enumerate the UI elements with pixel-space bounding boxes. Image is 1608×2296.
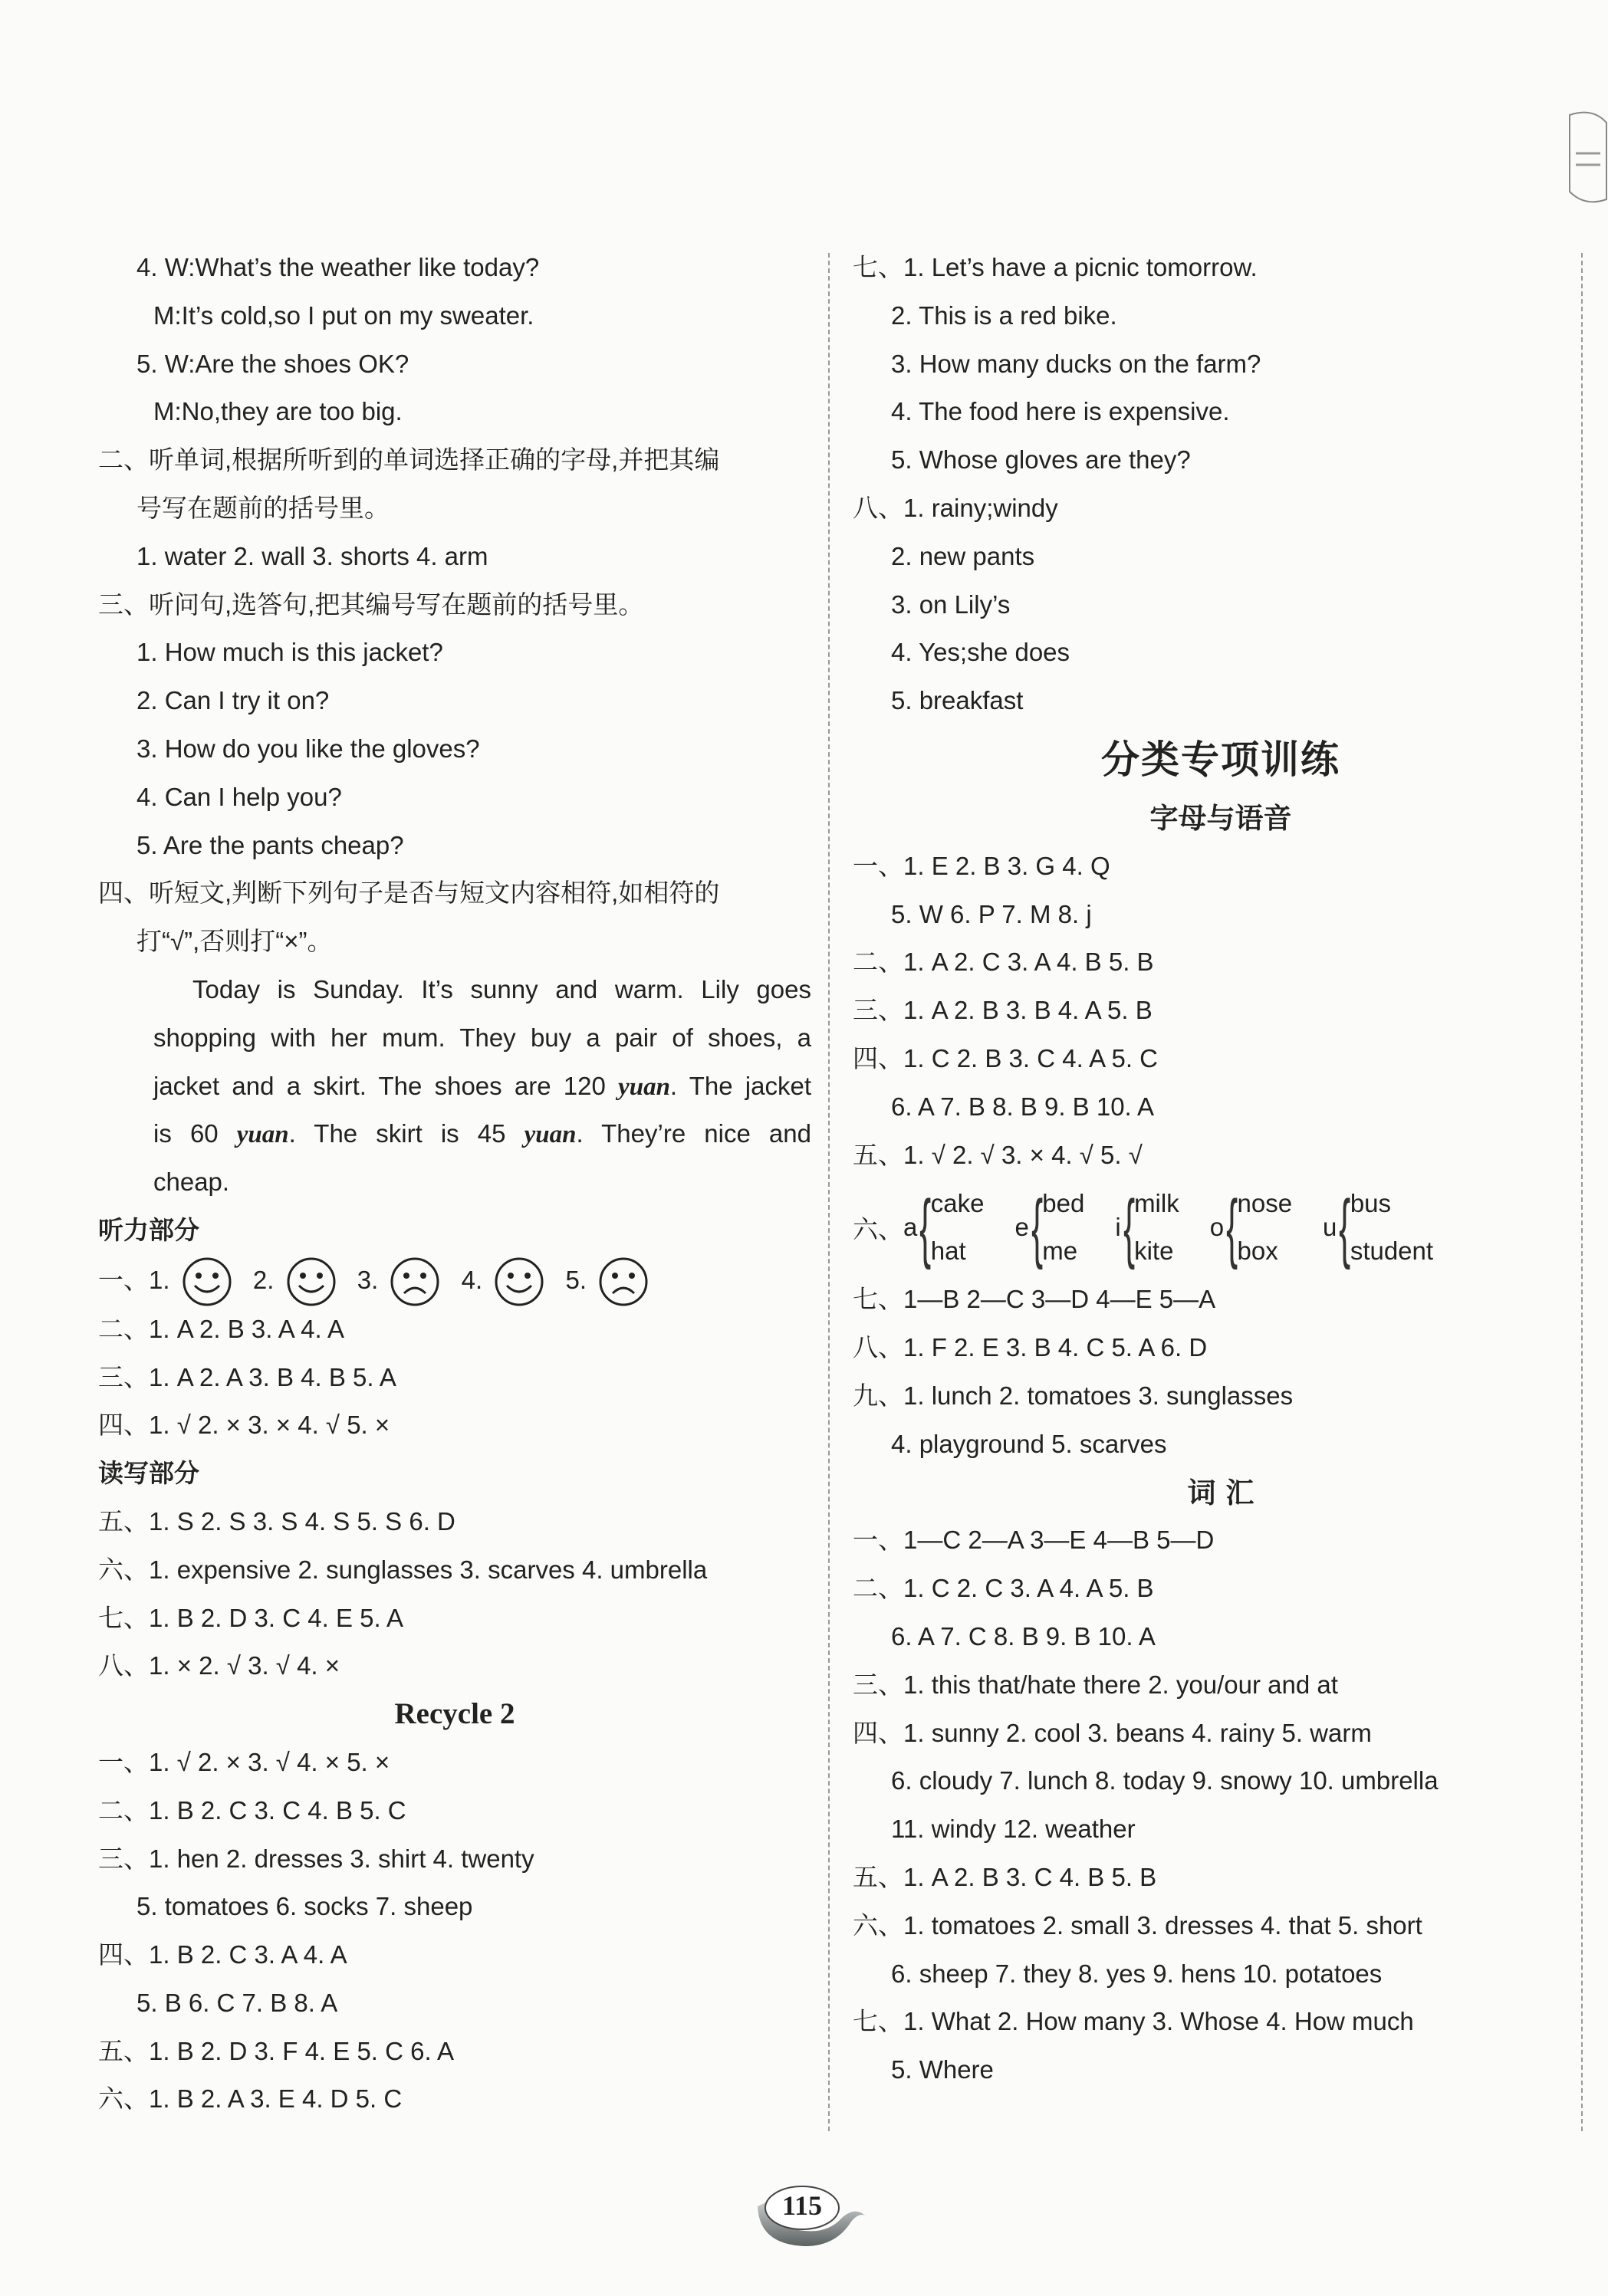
answer-line: 6. cloudy 7. lunch 8. today 9. snowy 10. umbrella (891, 1766, 1439, 1795)
subsection-title: 字母与语音 (1149, 800, 1292, 835)
brace-word: hat (930, 1237, 966, 1266)
answer-line: 5. Whose gloves are they? (891, 445, 1191, 475)
brace-word: me (1042, 1237, 1078, 1266)
face-number: 2. (252, 1265, 275, 1294)
curly-brace-icon: { (1339, 1184, 1351, 1271)
answer-line: 六、1. B 2. A 3. E 4. D 5. C (98, 2084, 403, 2114)
section-title: 分类专项训练 (1101, 736, 1340, 782)
brace-groups (903, 1180, 1464, 1275)
passage-line (98, 1063, 811, 1111)
brace-words (1134, 1180, 1179, 1275)
answer-line: 打“√”,否则打“×”。 (136, 927, 333, 956)
answer-line: 五、1. √ 2. √ 3. × 4. √ 5. √ (853, 1140, 1143, 1169)
answer-line: 五、1. A 2. B 3. C 4. B 5. B (853, 1862, 1157, 1891)
answer-line: 一、1. E 2. B 3. G 4. Q (853, 851, 1110, 880)
passage-text: . The jacket (669, 1071, 811, 1100)
passage-line: cheap. (153, 1168, 230, 1197)
answer-line: 号写在题前的括号里。 (136, 493, 390, 522)
faces-prefix: 一、1. (98, 1265, 170, 1294)
passage-yuan: yuan (618, 1072, 670, 1101)
answer-line: 6. A 7. C 8. B 9. B 10. A (891, 1621, 1156, 1651)
page-number: 115 (781, 2190, 822, 2221)
passage-yuan: yuan (236, 1121, 289, 1149)
answer-line: 5. Where (891, 2055, 994, 2084)
answer-line: 二、听单词,根据所听到的单词选择正确的字母,并把其编 (98, 445, 720, 475)
answer-line: 5. B 6. C 7. B 8. A (136, 1988, 338, 2017)
brace-words (1350, 1180, 1433, 1275)
brace-group (1323, 1180, 1464, 1275)
brace-group (1115, 1180, 1209, 1275)
right-top-answers (853, 244, 1589, 725)
left-intro-lines (98, 244, 811, 966)
passage-text: . They’re nice and (576, 1119, 811, 1148)
passage-text: jacket and a skirt. The shoes are 120 (153, 1071, 619, 1100)
brace-word: cake (930, 1189, 985, 1218)
answer-line: 七、1. B 2. D 3. C 4. E 5. A (98, 1603, 403, 1632)
page-number-badge (751, 2176, 866, 2252)
answer-line: 5. W 6. P 7. M 8. j (891, 899, 1092, 928)
curly-brace-icon: { (1031, 1184, 1044, 1271)
answer-line: 六、1. expensive 2. sunglasses 3. scarves 4. umbrella (98, 1555, 708, 1584)
brace-letter: i (1115, 1213, 1121, 1242)
reading-heading: 读写部分 (98, 1459, 199, 1488)
answer-line: 五、1. S 2. S 3. S 4. S 5. S 6. D (98, 1506, 455, 1536)
answer-line: 三、听问句,选答句,把其编号写在题前的括号里。 (98, 590, 644, 619)
vocabulary-answers (853, 1516, 1589, 2094)
answer-line: 八、1. F 2. E 3. B 4. C 5. A 6. D (853, 1333, 1208, 1362)
answer-line: 七、1. Let’s have a picnic tomorrow. (853, 253, 1258, 281)
recycle-title: Recycle 2 (394, 1697, 515, 1731)
answer-line: 三、1. A 2. B 3. B 4. A 5. B (853, 996, 1153, 1025)
answer-line: 5. Are the pants cheap? (136, 830, 404, 859)
answer-line: 3. How do you like the gloves? (136, 734, 480, 763)
answer-line: 二、1. A 2. C 3. A 4. B 5. B (853, 948, 1154, 977)
answer-line: 二、1. C 2. C 3. A 4. A 5. B (853, 1574, 1154, 1603)
brace-letter: u (1323, 1213, 1337, 1242)
smiley-face-icon (286, 1256, 337, 1307)
answer-line: 二、1. B 2. C 3. C 4. B 5. C (98, 1795, 406, 1825)
brace-words (1237, 1180, 1292, 1275)
answer-line: 4. Yes;she does (891, 638, 1070, 667)
answer-line: 5. tomatoes 6. socks 7. sheep (136, 1892, 473, 1921)
listening-heading: 听力部分 (98, 1215, 199, 1244)
answer-line: 2. new pants (891, 541, 1035, 570)
brace-letter: a (903, 1213, 918, 1242)
answer-line: 4. Can I help you? (136, 782, 342, 811)
faces-row (98, 1255, 811, 1306)
smiley-face-icon (494, 1256, 544, 1307)
letters-phonics-answers (853, 843, 1589, 1180)
brace-letter: e (1014, 1213, 1029, 1242)
answer-line: 三、1. A 2. A 3. B 4. B 5. A (98, 1362, 396, 1391)
curly-brace-icon: { (1226, 1184, 1238, 1271)
answer-line: 11. windy 12. weather (891, 1815, 1136, 1844)
answer-line: 4. The food here is expensive. (891, 397, 1230, 426)
brace-letter: o (1209, 1213, 1225, 1242)
brace-prefix: 六、 (853, 1214, 903, 1243)
brace-word: milk (1134, 1189, 1179, 1218)
passage-line: Today is Sunday. It’s sunny and warm. Lily goes (192, 974, 811, 1003)
passage-line (98, 1110, 811, 1158)
passage-line: shopping with her mum. They buy a pair of shoes, a (153, 1023, 811, 1052)
brace-word: bed (1042, 1189, 1085, 1218)
brace-word: nose (1237, 1189, 1293, 1218)
brace-group (1210, 1180, 1323, 1275)
brace-word: bus (1350, 1189, 1392, 1218)
passage-text: is 60 (153, 1119, 237, 1148)
recycle-answers (98, 1739, 811, 2124)
face-number: 5. (565, 1265, 587, 1294)
answer-line: 一、1. √ 2. × 3. √ 4. × 5. × (98, 1747, 390, 1776)
brace-word: box (1237, 1237, 1278, 1266)
answer-line: 1. How much is this jacket? (136, 638, 443, 667)
brace-words (931, 1180, 985, 1275)
answer-line: M:It’s cold,so I put on my sweater. (153, 301, 534, 330)
passage (98, 966, 811, 1207)
answer-line: 四、1. C 2. B 3. C 4. A 5. C (853, 1043, 1158, 1072)
face-number: 4. (461, 1265, 483, 1294)
passage-text: . The skirt is 45 (288, 1119, 524, 1148)
answer-line: 六、1. tomatoes 2. small 3. dresses 4. that 5. short (853, 1910, 1422, 1940)
answer-line: 三、1. hen 2. dresses 3. shirt 4. twenty (98, 1844, 534, 1873)
answer-line: 5. breakfast (891, 686, 1024, 715)
answer-line: 6. A 7. B 8. B 9. B 10. A (891, 1092, 1155, 1121)
answer-line: 3. How many ducks on the farm? (891, 349, 1261, 378)
answer-line: 2. Can I try it on? (136, 686, 330, 715)
brace-words (1042, 1180, 1084, 1275)
letters-phonics-answers-2 (853, 1276, 1589, 1468)
sad-face-icon (598, 1256, 649, 1307)
answer-line: 2. This is a red bike. (891, 301, 1117, 330)
answer-line: 七、1—B 2—C 3—D 4—E 5—A (853, 1285, 1216, 1314)
curly-brace-icon: { (919, 1184, 932, 1271)
sad-face-icon (390, 1256, 440, 1307)
answer-line: 五、1. B 2. D 3. F 4. E 5. C 6. A (98, 2036, 455, 2065)
answer-line: 九、1. lunch 2. tomatoes 3. sunglasses (853, 1381, 1294, 1410)
answer-line: 四、1. sunny 2. cool 3. beans 4. rainy 5. warm (853, 1718, 1372, 1747)
column-divider (828, 253, 830, 2131)
answer-line: 四、听短文,判断下列句子是否与短文内容相符,如相符的 (98, 879, 720, 908)
answer-line: M:No,they are too big. (153, 397, 403, 426)
answer-line: 四、1. B 2. C 3. A 4. A (98, 1940, 347, 1969)
answer-line: 1. water 2. wall 3. shorts 4. arm (136, 541, 488, 570)
answer-line: 八、1. × 2. √ 3. √ 4. × (98, 1651, 340, 1680)
curly-brace-icon: { (1123, 1184, 1135, 1271)
answer-line: 三、1. this that/hate there 2. you/our and at (853, 1670, 1338, 1699)
answer-line: 四、1. √ 2. × 3. × 4. √ 5. × (98, 1411, 390, 1440)
brace-group (903, 1180, 1014, 1275)
brace-word: kite (1134, 1237, 1174, 1266)
reading-answers (98, 1498, 811, 1690)
right-column (853, 244, 1589, 2094)
brace-group (1014, 1180, 1115, 1275)
left-column (98, 244, 811, 2124)
passage-yuan: yuan (524, 1121, 577, 1149)
brace-word: student (1350, 1237, 1434, 1266)
brace-row (853, 1179, 1589, 1276)
answer-line: 4. playground 5. scarves (891, 1429, 1167, 1458)
listening-answers (98, 1306, 811, 1450)
answer-line: 3. on Lily’s (891, 590, 1011, 619)
answer-line: 八、1. rainy;windy (853, 493, 1058, 522)
smiley-face-icon (182, 1256, 232, 1307)
answer-line: 4. W:What’s the weather like today? (136, 253, 540, 281)
answer-line: 6. sheep 7. they 8. yes 9. hens 10. potatoes (891, 1959, 1383, 1988)
face-number: 3. (357, 1265, 379, 1294)
corner-decoration-icon (1562, 107, 1608, 215)
subsection-title: 词 汇 (1187, 1475, 1255, 1509)
answer-line: 二、1. A 2. B 3. A 4. A (98, 1314, 345, 1343)
answer-line: 5. W:Are the shoes OK? (136, 349, 409, 378)
answer-line: 七、1. What 2. How many 3. Whose 4. How much (853, 2007, 1414, 2036)
answer-line: 一、1—C 2—A 3—E 4—B 5—D (853, 1526, 1215, 1555)
